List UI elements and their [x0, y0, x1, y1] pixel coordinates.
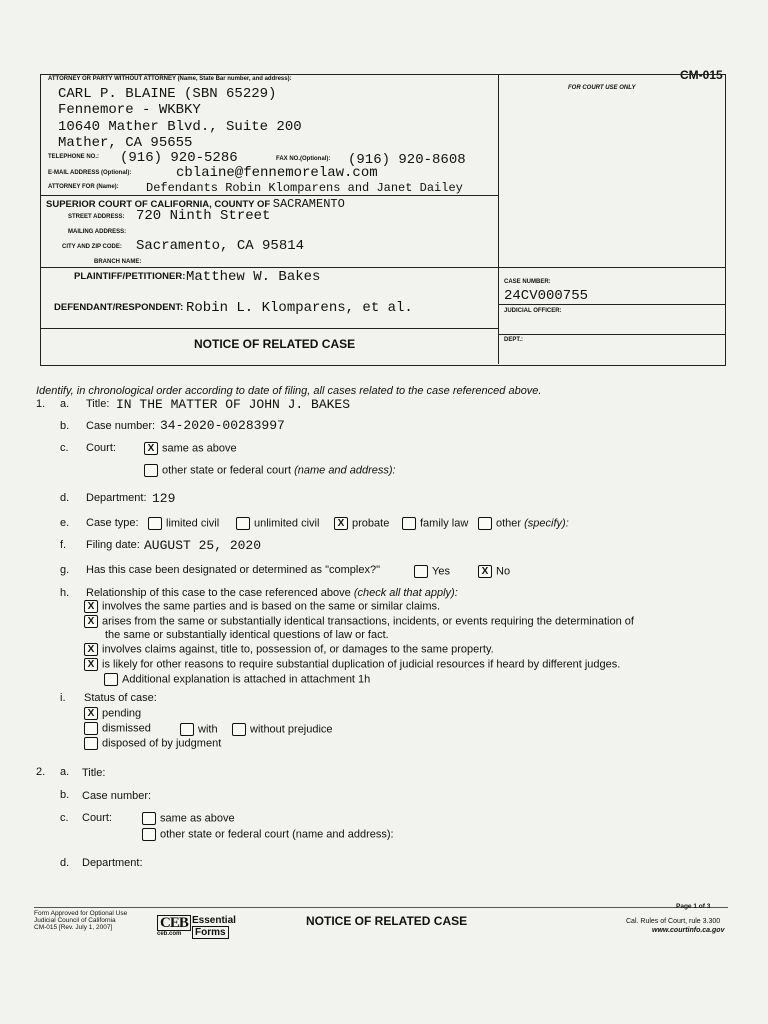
for-court-use-label: FOR COURT USE ONLY: [568, 85, 636, 91]
checkbox-probate[interactable]: X: [334, 517, 348, 530]
checkbox-without-prejudice[interactable]: [232, 723, 246, 736]
case2-same-label: same as above: [160, 812, 235, 825]
court-heading-label: SUPERIOR COURT OF CALIFORNIA, COUNTY OF: [46, 199, 271, 210]
footer-form-title: NOTICE OF RELATED CASE: [306, 914, 468, 928]
case-type-limited-label: limited civil: [166, 517, 220, 530]
fax-label: FAX NO.(Optional):: [276, 156, 331, 162]
case-type-probate[interactable]: [334, 517, 389, 530]
attorney-firm: Fennemore - WKBKY: [58, 102, 201, 118]
case1-same-label: same as above: [162, 442, 237, 455]
email-label: E-MAIL ADDRESS (Optional):: [48, 170, 132, 176]
attorney-for-value: Defendants Robin Klomparens and Janet Dailey: [146, 181, 463, 195]
email-value: cblaine@fennemorelaw.com: [176, 165, 378, 181]
relationship-note: (check all that apply):: [353, 587, 458, 599]
footer-page: Page 1 of 3: [676, 903, 711, 910]
rel1-text: involves the same parties and is based on the same or similar claims.: [102, 600, 441, 613]
rel5-text: Additional explanation is attached in attachment 1h: [122, 673, 371, 686]
case-number-label: CASE NUMBER:: [504, 279, 551, 285]
status-without[interactable]: [232, 723, 333, 736]
checkbox-case2-same[interactable]: [142, 812, 156, 825]
checkbox-rel-attachment[interactable]: [104, 673, 118, 686]
checkbox-pending[interactable]: X: [84, 707, 98, 720]
rel3-text: involves claims against, title to, possession of, or damages to the same property.: [102, 643, 494, 656]
relationship-1[interactable]: [84, 600, 440, 613]
case2-court-label: Court:: [82, 812, 112, 824]
defendant-value: Robin L. Klomparens, et al.: [186, 300, 413, 316]
forms-label: Forms: [192, 926, 229, 939]
checkbox-unlimited-civil[interactable]: [236, 517, 250, 530]
relationship-5[interactable]: [104, 673, 370, 686]
attorney-address-1: 10640 Mather Blvd., Suite 200: [58, 119, 302, 135]
case2-a-label: a.: [60, 766, 70, 778]
complex-no[interactable]: [478, 565, 510, 578]
case2-num: 2.: [36, 766, 46, 778]
ceb-logo: [157, 915, 191, 937]
case1-b-label: b.: [60, 420, 70, 432]
case2-other-court[interactable]: [142, 828, 394, 841]
checkbox-other-type[interactable]: [478, 517, 492, 530]
dismissed-label: dismissed: [102, 722, 151, 735]
rel4-text: is likely for other reasons to require substantial duplication of judicial resources if heard by different judges.: [102, 658, 621, 671]
case1-other-court-label: other state or federal court: [162, 464, 292, 477]
case1-i-label: i.: [60, 692, 66, 704]
footer-site: www.courtinfo.ca.gov: [652, 927, 725, 934]
case1-same-as-above[interactable]: [144, 442, 237, 455]
case1-c-label: c.: [60, 442, 69, 454]
case2-other-label: other state or federal court (name and address):: [160, 828, 394, 841]
court-county: SACRAMENTO: [272, 197, 345, 211]
status-with[interactable]: [180, 723, 218, 736]
case1-num: 1.: [36, 398, 46, 410]
footer-rule: Cal. Rules of Court, rule 3.300: [626, 918, 721, 925]
without-label: without prejudice: [250, 723, 333, 736]
telephone-value: (916) 920-5286: [120, 150, 238, 166]
case1-filing-date-value: AUGUST 25, 2020: [144, 538, 262, 553]
checkbox-rel-duplication[interactable]: X: [84, 658, 98, 671]
case1-h-label: h.: [60, 587, 70, 599]
checkbox-case2-other[interactable]: [142, 828, 156, 841]
attorney-name: CARL P. BLAINE (SBN 65229): [58, 86, 277, 102]
relationship-label: Relationship of this case to the case referenced above: [86, 587, 351, 599]
attorney-address-2: Mather, CA 95655: [58, 135, 193, 151]
street-value: 720 Ninth Street: [136, 208, 271, 224]
footer-approved-1: Form Approved for Optional Use: [34, 910, 128, 917]
disposed-label: disposed of by judgment: [102, 737, 222, 750]
form-id: CM-015: [680, 68, 723, 82]
checkbox-rel-same-events[interactable]: X: [84, 615, 98, 628]
complex-yes[interactable]: [414, 565, 450, 578]
checkbox-limited-civil[interactable]: [148, 517, 162, 530]
relationship-3[interactable]: [84, 643, 494, 656]
checkbox-disposed[interactable]: [84, 737, 98, 750]
case1-other-court[interactable]: [144, 464, 396, 477]
footer-approval: [34, 910, 127, 931]
relationship-2[interactable]: [84, 615, 634, 628]
case-type-other[interactable]: [478, 517, 569, 530]
case1-court-label: Court:: [86, 442, 116, 454]
branch-label: BRANCH NAME:: [94, 259, 142, 265]
checkbox-dismissed[interactable]: [84, 722, 98, 735]
case2-c-label: c.: [60, 812, 69, 824]
instruction-text: Identify, in chronological order according to date of filing, all cases related to the case referenced above.: [36, 385, 542, 397]
footer-approved-3: CM-015 [Rev. July 1, 2007]: [34, 924, 113, 931]
case-type-other-label: other: [496, 517, 522, 530]
case2-department-label: Department:: [82, 857, 143, 869]
case-type-family[interactable]: [402, 517, 468, 530]
case1-complex-question: Has this case been designated or determined as "complex?": [86, 564, 380, 576]
complex-no-label: No: [496, 565, 511, 578]
case1-department-value: 129: [152, 491, 176, 506]
case1-case-number-label: Case number:: [86, 420, 156, 432]
case2-case-number-label: Case number:: [82, 790, 152, 802]
fax-value: (916) 920-8608: [348, 152, 466, 168]
pending-label: pending: [102, 707, 142, 720]
case1-department-label: Department:: [86, 492, 147, 504]
plaintiff-label: PLAINTIFF/PETITIONER:: [74, 271, 186, 282]
plaintiff-value: Matthew W. Bakes: [186, 269, 321, 285]
case-type-unlimited[interactable]: [236, 517, 319, 530]
checkbox-same-as-above[interactable]: X: [144, 442, 158, 455]
case1-f-label: f.: [60, 539, 67, 551]
judicial-officer-label: JUDICIAL OFFICER:: [504, 308, 562, 314]
attorney-label: ATTORNEY OR PARTY WITHOUT ATTORNEY (Name, State Bar number, and address):: [48, 76, 292, 82]
case1-d-label: d.: [60, 492, 70, 504]
essential-forms-logo: [192, 915, 236, 939]
checkbox-rel-same-parties[interactable]: X: [84, 600, 98, 613]
defendant-label: DEFENDANT/RESPONDENT:: [54, 302, 184, 313]
relationship-4[interactable]: [84, 658, 620, 671]
case1-e-label: e.: [60, 517, 70, 529]
case1-title-value: IN THE MATTER OF JOHN J. BAKES: [116, 397, 351, 412]
status-label: Status of case:: [84, 692, 157, 704]
case-type-family-label: family law: [420, 517, 469, 530]
checkbox-with-prejudice[interactable]: [180, 723, 194, 736]
case1-title-label: Title:: [86, 398, 110, 410]
case2-d-label: d.: [60, 857, 70, 869]
city-label: CITY AND ZIP CODE:: [62, 244, 122, 250]
caption-form-title: NOTICE OF RELATED CASE: [194, 337, 356, 351]
status-dismissed[interactable]: [84, 722, 151, 735]
status-pending[interactable]: [84, 707, 141, 720]
case1-filing-date-label: Filing date:: [86, 539, 140, 551]
footer-approved-2: Judicial Council of California: [34, 917, 116, 924]
mailing-label: MAILING ADDRESS:: [68, 229, 127, 235]
ceb-logo-site: ceb.com: [157, 931, 182, 937]
case-type-probate-label: probate: [352, 517, 390, 530]
checkbox-complex-yes[interactable]: [414, 565, 428, 578]
rel2a-text: arises from the same or substantially identical transactions, incidents, or events requiring the determination of: [102, 615, 634, 628]
dept-label: DEPT.:: [504, 337, 524, 343]
ceb-logo-mark: CEB: [157, 915, 191, 931]
case-type-other-specify: (specify):: [524, 517, 569, 530]
complex-yes-label: Yes: [432, 565, 450, 578]
checkbox-complex-no[interactable]: X: [478, 565, 492, 578]
attorney-for-label: ATTORNEY FOR (Name):: [48, 184, 119, 190]
case-type-unlimited-label: unlimited civil: [254, 517, 320, 530]
checkbox-other-court[interactable]: [144, 464, 158, 477]
case2-title-label: Title:: [82, 767, 106, 779]
case2-b-label: b.: [60, 789, 70, 801]
with-label: with: [198, 723, 218, 736]
rel2b-text: the same or substantially identical questions of law or fact.: [105, 629, 389, 641]
case1-case-number-value: 34-2020-00283997: [160, 418, 285, 433]
city-value: Sacramento, CA 95814: [136, 238, 305, 254]
essential-label: Essential: [192, 915, 236, 926]
case1-other-court-note: (name and address):: [294, 464, 396, 477]
case2-same-as-above[interactable]: [142, 812, 235, 825]
case-number-value: 24CV000755: [504, 288, 589, 304]
case1-g-label: g.: [60, 564, 70, 576]
case1-case-type-label: Case type:: [86, 517, 139, 529]
telephone-label: TELEPHONE NO.:: [48, 154, 100, 160]
street-label: STREET ADDRESS:: [68, 214, 125, 220]
checkbox-family-law[interactable]: [402, 517, 416, 530]
case1-relationship: [86, 587, 458, 599]
checkbox-rel-same-property[interactable]: X: [84, 643, 98, 656]
case1-a-label: a.: [60, 398, 70, 410]
status-disposed[interactable]: [84, 737, 221, 750]
case-type-limited[interactable]: [148, 517, 219, 530]
